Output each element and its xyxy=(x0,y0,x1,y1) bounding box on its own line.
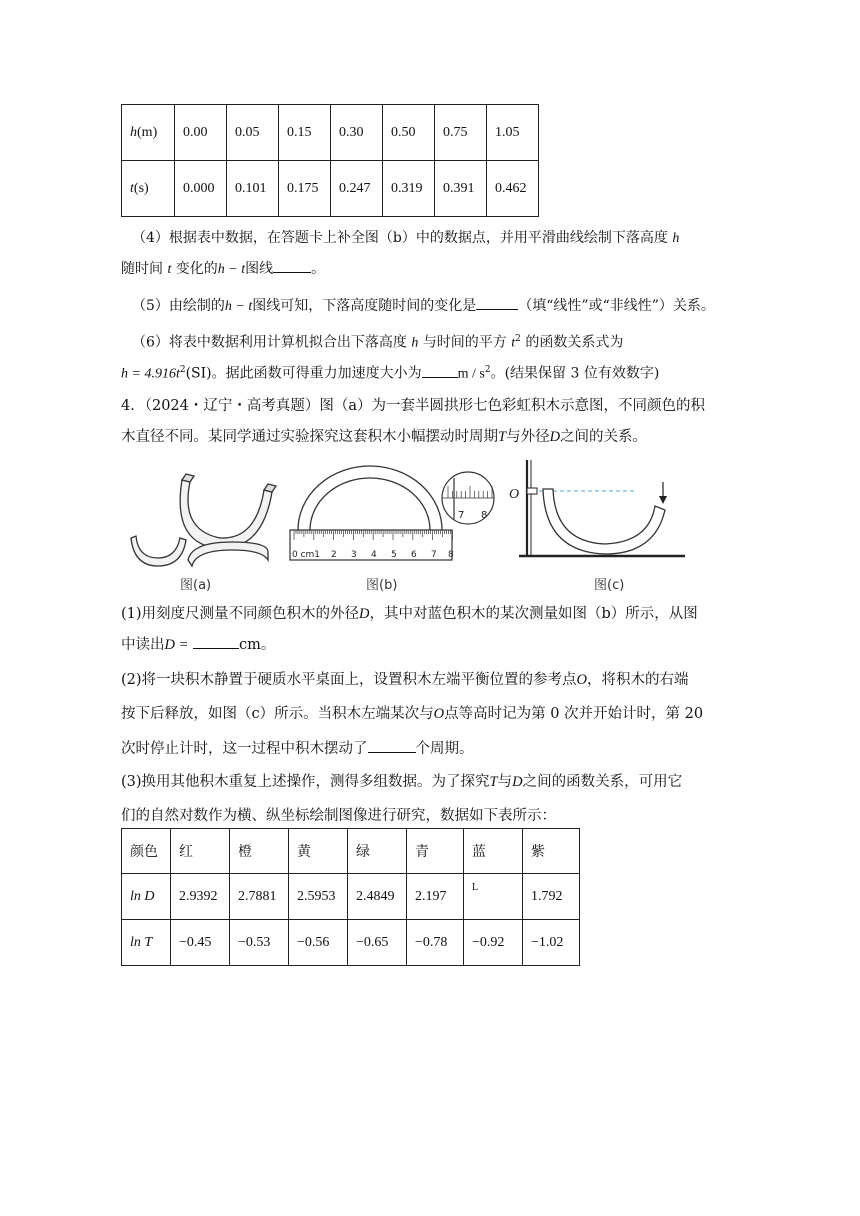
table-cell xyxy=(464,874,523,920)
ruler-label: 5 xyxy=(391,550,397,560)
zoom-label: 8 xyxy=(481,510,488,521)
question-4-line1: 4．（2024・辽宁・高考真题）图（a）为一套半圆拱形七色彩虹积木示意图，不同颜色的积 xyxy=(121,398,706,414)
exponent: 2 xyxy=(515,334,521,344)
text: 中读出 xyxy=(121,637,165,653)
table-cell: −1.02 xyxy=(523,920,580,966)
var-h: h xyxy=(411,335,419,351)
var-D: D xyxy=(512,774,523,790)
table-cell: 2.5953 xyxy=(289,874,348,920)
q4-line1 xyxy=(132,228,679,249)
text: 之间的关系。 xyxy=(560,429,648,445)
table-cell: 0.50 xyxy=(383,105,435,161)
table-cell: 0.247 xyxy=(331,161,383,217)
exponent: 2 xyxy=(179,365,186,375)
table-cell: 0.75 xyxy=(435,105,487,161)
table-row xyxy=(122,105,539,161)
part2-line2 xyxy=(121,704,703,724)
table-cell: 0.462 xyxy=(487,161,539,217)
figure-b-caption: 图(b) xyxy=(366,578,398,593)
q4-line2 xyxy=(121,258,325,280)
text: 变化的 xyxy=(175,261,218,277)
text: （5）由绘制的 xyxy=(132,298,225,314)
text: 点等高时记为第 0 次并开始计时，第 20 xyxy=(444,706,704,722)
var-t: t xyxy=(167,262,172,277)
h-t-data-table xyxy=(121,104,539,217)
part3-line1 xyxy=(121,772,682,792)
text: 图线 xyxy=(245,261,274,277)
figure-c-setup xyxy=(505,456,690,564)
text: 之间的函数关系，可用它 xyxy=(522,774,683,790)
q6-line2 xyxy=(121,360,659,385)
table-cell: −0.56 xyxy=(289,920,348,966)
var-D: D xyxy=(359,606,370,622)
text: 与 xyxy=(497,774,513,790)
table-header-cell: 紫 xyxy=(523,829,580,874)
table-cell: 0.15 xyxy=(279,105,331,161)
ruler-label: 3 xyxy=(351,550,357,560)
text: 个周期。 xyxy=(415,741,474,757)
text: 的函数关系式为 xyxy=(525,334,624,351)
var-T: T xyxy=(498,429,507,445)
table-cell: 2.197 xyxy=(407,874,464,920)
table-cell: −0.78 xyxy=(407,920,464,966)
ruler-label: 8 xyxy=(448,550,454,560)
row-label: ln T xyxy=(122,920,171,966)
var-D: D xyxy=(549,429,561,445)
table-header-cell: 橙 xyxy=(230,829,289,874)
table-header-cell: 颜色 xyxy=(122,829,171,874)
ruler-label: 4 xyxy=(371,550,377,560)
var-h: h xyxy=(672,231,680,246)
part2-line1 xyxy=(121,670,689,690)
text: ，其中对蓝色积木的某次测量如图（b）所示，从图 xyxy=(369,606,698,622)
table-header-cell: 黄 xyxy=(289,829,348,874)
table-cell: 0.319 xyxy=(383,161,435,217)
table-cell: 0.175 xyxy=(279,161,331,217)
row-label: t(s) xyxy=(122,161,175,217)
text: 。 xyxy=(311,261,326,277)
var-t: t xyxy=(511,335,516,351)
text: (2)将一块积木静置于硬质水平桌面上，设置积木左端平衡位置的参考点 xyxy=(121,672,577,688)
unit: m / s xyxy=(457,366,485,382)
text: 与时间的平方 xyxy=(422,334,507,351)
text: （4）根据表中数据，在答题卡上补全图（b）中的数据点，并用平滑曲线绘制下落高度 xyxy=(132,230,668,246)
table-row xyxy=(122,874,580,920)
equation: D = xyxy=(164,637,189,653)
table-header-cell: 红 xyxy=(171,829,230,874)
text: (1)用刻度尺测量不同颜色积木的外径 xyxy=(121,606,360,622)
table-cell: 0.05 xyxy=(227,105,279,161)
var-O: O xyxy=(433,706,445,722)
unit: m xyxy=(141,124,153,140)
table-header-cell: 蓝 xyxy=(464,829,523,874)
row-label: ln D xyxy=(122,874,171,920)
table-cell: 0.391 xyxy=(435,161,487,217)
unit: cm xyxy=(239,637,261,653)
table-header-cell: 青 xyxy=(407,829,464,874)
figure-a-caption: 图(a) xyxy=(180,578,212,593)
table-cell: 2.4849 xyxy=(348,874,407,920)
table-cell-mark: L xyxy=(472,882,479,893)
var-h: h xyxy=(130,124,137,140)
part3-line2: 们的自然对数作为横、纵坐标绘制图像进行研究，数据如下表所示： xyxy=(121,808,556,824)
table-cell: 0.00 xyxy=(175,105,227,161)
table-cell: −0.65 xyxy=(348,920,407,966)
si-unit: (SI) xyxy=(185,365,212,382)
text: 。据此函数可得重力加速度大小为 xyxy=(211,365,422,382)
table-cell: 0.30 xyxy=(331,105,383,161)
table-cell: −0.53 xyxy=(230,920,289,966)
text: （6）将表中数据利用计算机拟合出下落高度 xyxy=(132,334,407,351)
text: 按下后释放，如图（c）所示。当积木左端某次与 xyxy=(121,706,434,722)
lnD-lnT-data-table xyxy=(121,828,580,966)
figure-c-caption: 图(c) xyxy=(594,578,625,593)
text: 木直径不同。某同学通过实验探究这套积木小幅摆动时周期 xyxy=(121,429,498,445)
table-cell: −0.45 xyxy=(171,920,230,966)
table-cell: 2.9392 xyxy=(171,874,230,920)
text: ，将积木的右端 xyxy=(587,672,689,688)
answer-blank[interactable] xyxy=(422,363,458,378)
table-cell: 2.7881 xyxy=(230,874,289,920)
graph-name: h − t xyxy=(224,299,253,314)
table-cell: 0.101 xyxy=(227,161,279,217)
table-cell: 1.05 xyxy=(487,105,539,161)
table-row xyxy=(122,920,580,966)
zoom-label: 7 xyxy=(458,510,465,521)
question-4-line2 xyxy=(121,427,647,447)
ruler-label: 0 cm1 xyxy=(292,550,321,560)
answer-blank[interactable] xyxy=(476,295,518,310)
q5-line xyxy=(132,295,715,317)
formula: h = 4.916t xyxy=(121,366,180,382)
table-header-cell: 绿 xyxy=(348,829,407,874)
table-cell: 1.792 xyxy=(523,874,580,920)
var-T: T xyxy=(489,774,498,790)
text: （填“线性”或“非线性”）关系。 xyxy=(518,298,715,314)
text: 随时间 xyxy=(121,261,163,277)
ruler-label: 7 xyxy=(431,550,437,560)
text: 。(结果保留 3 位有效数字) xyxy=(490,365,660,382)
table-cell: 0.000 xyxy=(175,161,227,217)
table-row xyxy=(122,829,580,874)
var-O: O xyxy=(576,672,588,688)
row-label: h(m) xyxy=(122,105,175,161)
ruler-label: 2 xyxy=(331,550,337,560)
unit: s xyxy=(138,180,145,196)
part1-line2 xyxy=(121,634,275,655)
text: 。 xyxy=(260,637,276,653)
text: 图线可知，下落高度随时间的变化是 xyxy=(252,298,477,314)
part2-line3 xyxy=(121,738,474,759)
text: (3)换用其他积木重复上述操作，测得多组数据。为了探究 xyxy=(121,774,490,790)
graph-name: h − t xyxy=(217,262,246,277)
figure-b-ruler xyxy=(288,458,498,566)
text: 次时停止计时，这一过程中积木摆动了 xyxy=(121,741,368,757)
answer-blank[interactable] xyxy=(273,258,311,273)
answer-blank[interactable] xyxy=(368,738,416,753)
point-O-label: O xyxy=(509,487,520,502)
text: 与外径 xyxy=(506,429,550,445)
figure-a-blocks xyxy=(128,468,278,573)
var-t: t xyxy=(130,180,134,196)
ruler-label: 6 xyxy=(411,550,417,560)
answer-blank[interactable] xyxy=(193,634,239,649)
exponent: 2 xyxy=(484,365,491,375)
table-cell: −0.92 xyxy=(464,920,523,966)
q6-line1 xyxy=(132,329,623,354)
table-row xyxy=(122,161,539,217)
part1-line1 xyxy=(121,604,698,624)
